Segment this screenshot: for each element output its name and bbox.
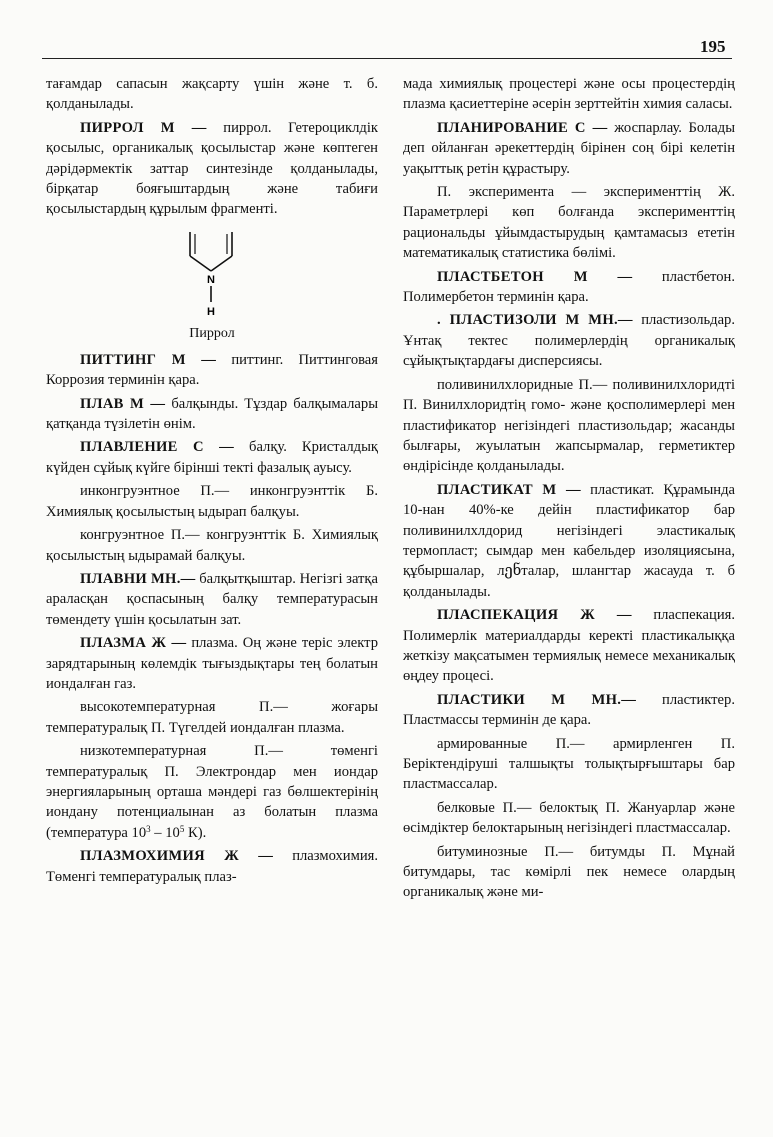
- entry-plastizoli: [403, 310, 735, 371]
- definition: пластикат. Құрамында 10-нан 40%-ке дейін пластификатор бар поливинилхлдорид негізіндегі эластикалық термопласт; сымдар мен кабельдер изоляциясына, құбыршалар, лენталар, шлангтар жасауда т. б қолданылады.: [403, 481, 735, 600]
- nizkotemp-text: низкотемпературная П.— төменгі температуралық П. Электрондар мен иондар энергияларының орташа мәндері газ бөлшектерінің иондану потенциалынан аз болатын плазма (температура 10: [46, 743, 378, 841]
- headword: ПЛАСТИКАТ М —: [437, 481, 581, 498]
- headword: ПИРРОЛ М —: [80, 119, 207, 136]
- headword: ПЛАВНИ МН.—: [80, 570, 196, 587]
- headword: ПЛАЗМОХИМИЯ Ж —: [80, 848, 274, 865]
- definition: балқытқыштар. Негізгі затқа араласқан қоспасының балқу температурасын төмендету үшін қосылатын зат.: [46, 570, 378, 628]
- definition: плазмохимия. Төменгі температуралық плаз-: [46, 848, 379, 885]
- nizkotemp-text-mid: – 10: [150, 824, 180, 841]
- headword: ПЛАВ М —: [80, 395, 166, 412]
- entry-plavni: [46, 569, 378, 630]
- entry-plastiki: [403, 690, 735, 731]
- entry-plastikat: [403, 480, 735, 602]
- definition: балқу. Кристалдық күйден сұйық күйге бірінші текті фазалық ауысу.: [46, 439, 378, 476]
- subentry-bitumnoznye: битуминозные П.— битумды П. Мұнай битумдары, тас көмірлі пек немесе олардың органикалық және ми-: [403, 843, 735, 901]
- left-column: [46, 74, 378, 887]
- page-number: 195: [700, 37, 726, 56]
- subentry-inkongruent: инконгруэнтное П.— инконгруэнттік Б. Химиялық қосылыстың ыдырап балқуы.: [46, 483, 378, 520]
- subentry-armirovannye: армированные П.— армирленген П. Беріктендіруші талшықты толықтырғыштары бар пластмассалар.: [403, 735, 735, 793]
- definition: пиррол. Гетероциклдік қосылыс, органикалық қосылыстар және көптеген дәрідәрмектік заттар синтезінде қолданылады, бірқатар бояғыштардың және табиғи қосылыстардың құрылым фрагменті.: [46, 119, 378, 218]
- subentry-kongruent: конгруэнтное П.— конгруэнттік Б. Химиялық қосылыстың ыдырамай балқуы.: [46, 527, 378, 564]
- subentry-nizkotemp: [46, 741, 378, 843]
- subentry-p-eksperimenta: П. эксперимента — эксперименттің Ж. Параметрлері көп болғанда эксперименттің рациональды ұйымдастырудың қамтамасыз ететін математикалық статистика бөлімі.: [403, 184, 735, 262]
- entry-plazmohimiya: [46, 846, 378, 887]
- headword: ПИТТИНГ М —: [80, 351, 217, 368]
- continued-text: тағамдар сапасын жақсарту үшін және т. б. қолданылады.: [46, 76, 378, 113]
- hydrogen-atom-label: H: [207, 305, 215, 318]
- entry-plastbeton: [403, 267, 735, 308]
- headword: ПЛАСТИКИ М МН.—: [437, 691, 637, 708]
- header-rule: [42, 58, 732, 59]
- definition: пластбетон. Полимербетон терминін қара.: [403, 268, 735, 306]
- entry-planirovanie: [403, 118, 735, 179]
- definition: питтинг. Питтинговая Коррозия терминін қара.: [46, 351, 379, 389]
- subentry-vysokotemp: высокотемпературная П.— жоғары температуралық П. Түгелдей иондалған плазма.: [46, 699, 378, 736]
- definition: пластизольдар. Ұнтақ тектес полимерлердің органикалық сұйықтықтардағы дисперсиясы.: [403, 312, 735, 370]
- entry-plaspekaciya: [403, 605, 735, 687]
- headword: . ПЛАСТИЗОЛИ М МН.—: [437, 312, 633, 329]
- exponent: 5: [179, 823, 185, 834]
- entry-plav: [46, 394, 378, 435]
- entry-pirrol: [46, 118, 378, 220]
- headword: ПЛАСТБЕТОН М —: [437, 268, 633, 285]
- figure-caption: Пиррол: [189, 325, 235, 341]
- subentry-polivinilhlorid: поливинилхлоридные П.— поливинилхлоридті П. Винилхлоридтің гомо- және қосполимерлері мен пластификатор негізіндегі пластизольдар; жасанды былғары, жуылатын жапсырмалар, герметиктер өндірісінде қолданылады.: [403, 376, 735, 475]
- pyrrole-structure-figure: [46, 226, 378, 344]
- definition: жоспарлау. Болады деп ойланған әрекеттердің бірінен соң бірі келетін уақыттық ретін құрастыру.: [403, 119, 736, 177]
- definition: балқынды. Тұздар балқымалары қатқанда түзілетін өнім.: [46, 395, 378, 433]
- headword: ПЛАВЛЕНИЕ С —: [80, 439, 235, 456]
- definition: плазма. Оң және теріс электр зарядтарының көлемдік тығыздықтары тең болатын иондалған газ.: [46, 635, 378, 692]
- subentry-belkovye: белковые П.— белоктық П. Жануарлар және өсімдіктер белоктарының негізіндегі пластмассалар.: [403, 799, 735, 837]
- headword: ПЛАНИРОВАНИЕ С —: [437, 119, 608, 136]
- entry-pitting: [46, 350, 378, 391]
- right-column: [403, 74, 735, 903]
- headword: ПЛАЗМА Ж —: [80, 635, 187, 652]
- headword: ПЛАСПЕКАЦИЯ Ж —: [437, 607, 632, 624]
- definition: пласпекация. Полимерлік материалдарды керекті пластикалыққа жеткізу мақсатымен термиялық немесе механикалық өңдеу процесі.: [403, 607, 735, 685]
- pyrrole-ring-diagram: [176, 226, 256, 326]
- definition: пластиктер. Пластмассы терминін де қара.: [403, 691, 735, 729]
- entry-plazma: [46, 633, 378, 694]
- continued-text: мада химиялық процестері және осы процестердің плазма қасиеттеріне әсерін зерттейтін химия саласы.: [403, 76, 735, 113]
- nitrogen-atom-label: N: [207, 273, 215, 286]
- entry-plavlenie: [46, 437, 378, 478]
- nizkotemp-text-end: К).: [184, 824, 207, 841]
- exponent: 3: [146, 823, 151, 834]
